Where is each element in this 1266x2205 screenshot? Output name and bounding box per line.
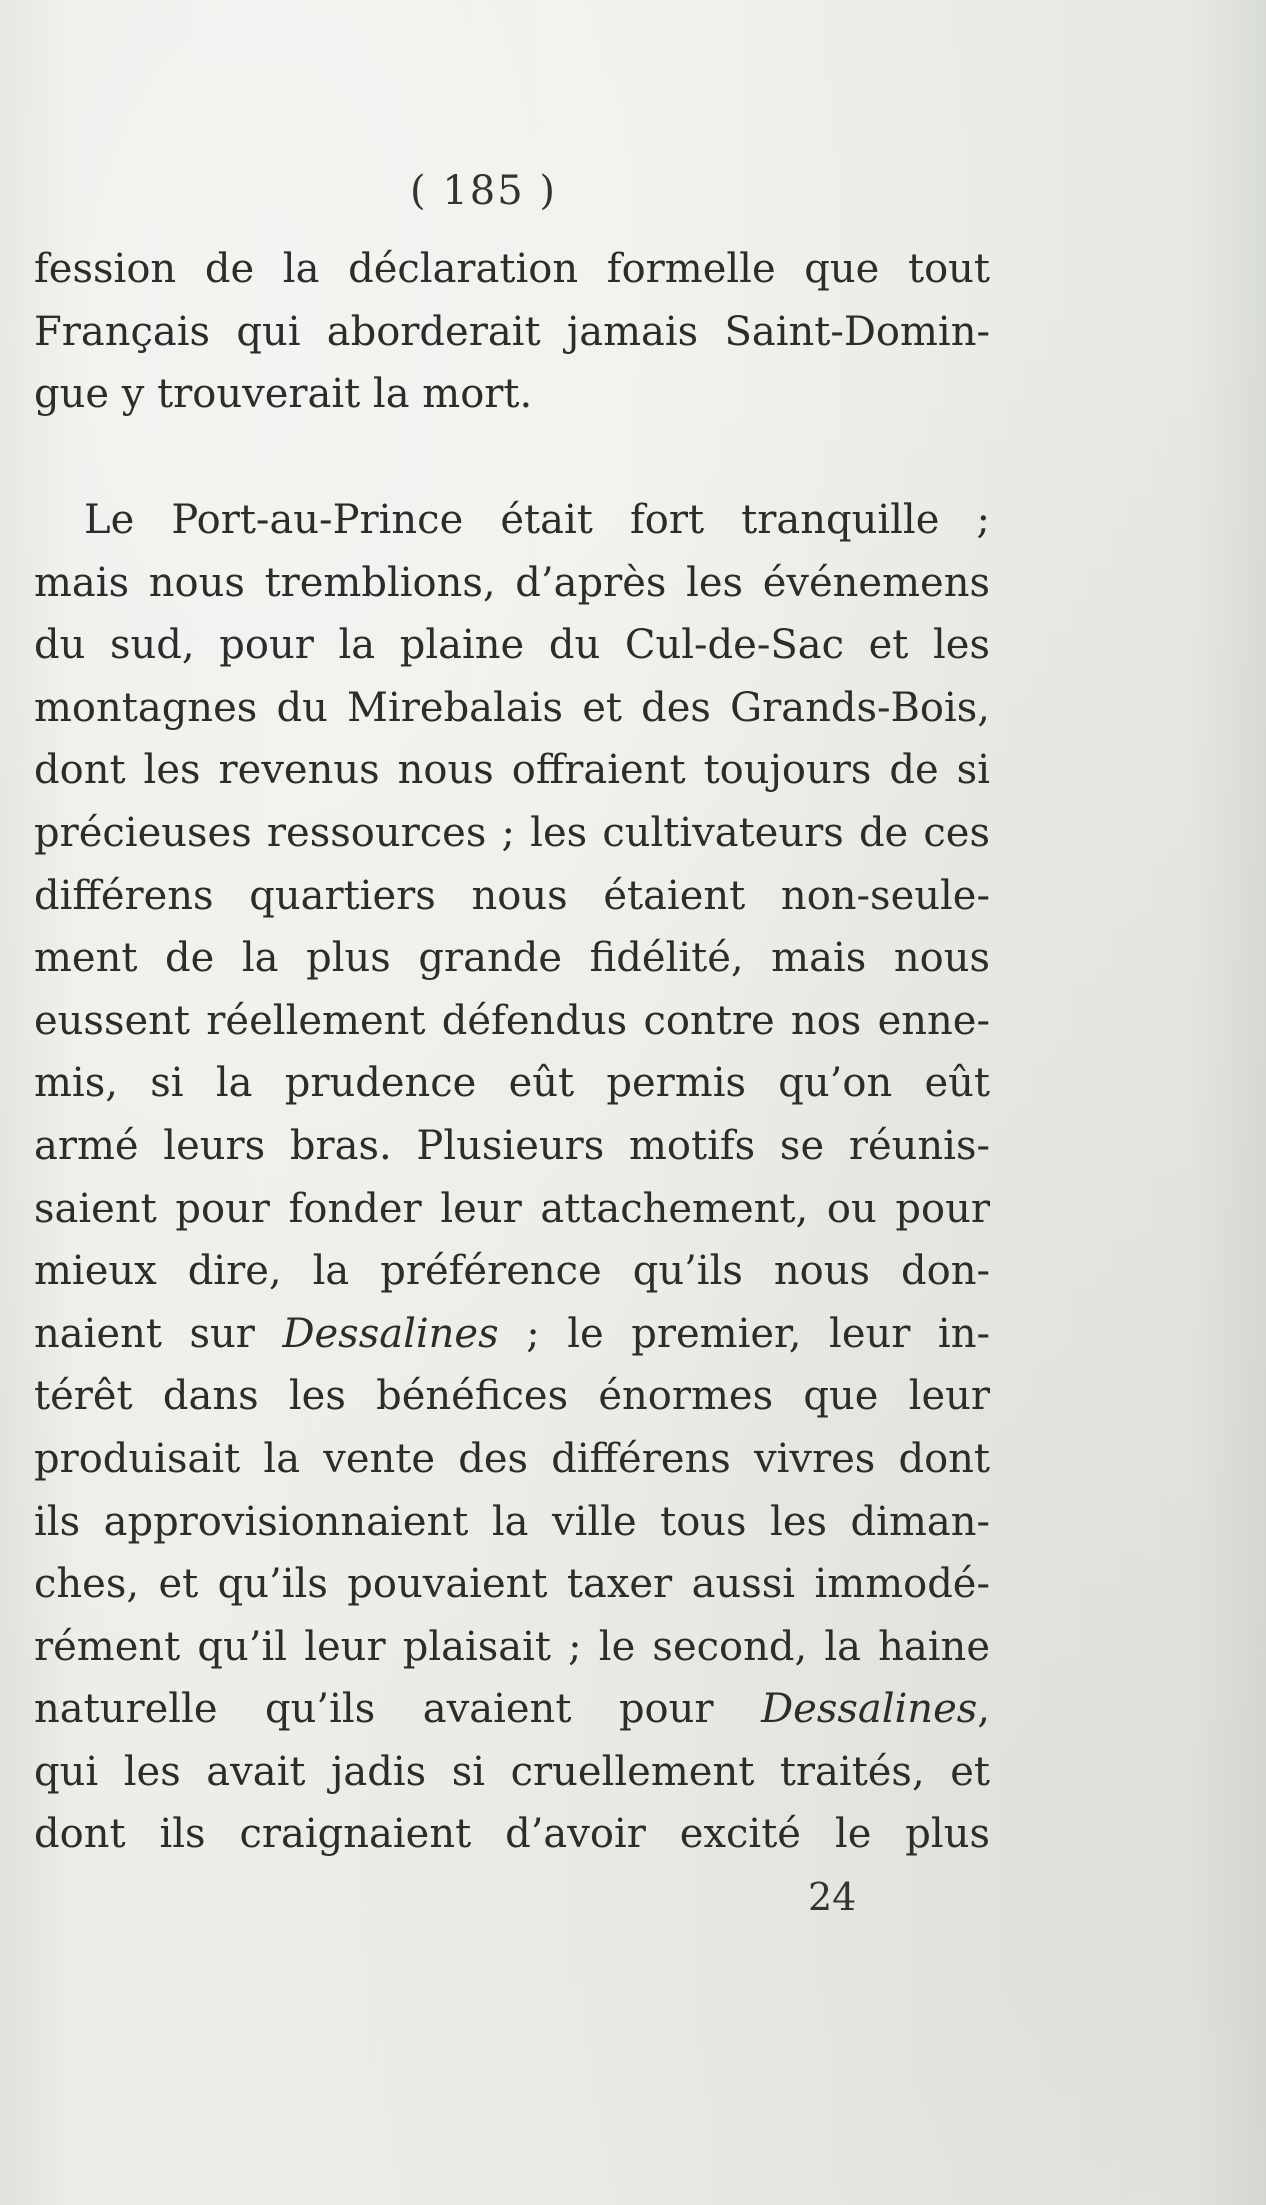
text-line: ment de la plus grande fidélité, mais nous: [34, 935, 990, 982]
text-line: gue y trouverait la mort.: [34, 371, 533, 418]
text-line-with-italic: [34, 1303, 990, 1366]
text-line: différens quartiers nous étaient non-seule-: [34, 872, 990, 919]
text-line: Le Port-au-Prince était fort tranquille ;: [84, 497, 990, 543]
text-line: mis, si la prudence eût permis qu’on eût: [34, 1060, 990, 1107]
text-segment: ,: [977, 1686, 990, 1733]
italic-name: Dessalines: [761, 1686, 978, 1733]
page-number: ( 185 ): [410, 168, 557, 214]
paragraph-continuation: [34, 238, 990, 426]
text-line: Français qui aborderait jamais Saint-Domin-: [34, 308, 990, 355]
text-line: fession de la déclaration formelle que tout: [34, 246, 990, 292]
text-line: térêt dans les bénéfices énormes que leur: [34, 1373, 990, 1420]
text-line: qui les avait jadis si cruellement traités, et: [34, 1748, 990, 1795]
text-line: précieuses ressources ; les cultivateurs de ces: [34, 809, 990, 856]
text-line: mieux dire, la préférence qu’ils nous don-: [34, 1248, 990, 1295]
paragraph-port-au-prince: [34, 489, 990, 1866]
text-line: dont ils craignaient d’avoir excité le plus: [34, 1811, 990, 1858]
italic-name: Dessalines: [282, 1310, 499, 1357]
text-line: mais nous tremblions, d’après les événemens: [34, 559, 990, 606]
text-line: armé leurs bras. Plusieurs motifs se réunis-: [34, 1122, 990, 1169]
text-line: eussent réellement défendus contre nos enne-: [34, 997, 990, 1044]
text-line-with-italic: [34, 1678, 990, 1741]
text-line: produisait la vente des différens vivres dont: [34, 1435, 990, 1482]
text-segment: ; le premier, leur in-: [498, 1310, 991, 1357]
text-line: dont les revenus nous offraient toujours de si: [34, 747, 990, 794]
signature-mark: 24: [808, 1875, 857, 1919]
text-line: saient pour fonder leur attachement, ou pour: [34, 1185, 990, 1232]
text-line: montagnes du Mirebalais et des Grands-Bois,: [34, 684, 990, 731]
text-segment: naient sur: [34, 1310, 283, 1357]
text-segment: naturelle qu’ils avaient pour: [34, 1686, 762, 1733]
text-line: rément qu’il leur plaisait ; le second, la haine: [34, 1623, 990, 1670]
text-line: ches, et qu’ils pouvaient taxer aussi immodé-: [34, 1561, 990, 1608]
text-line: ils approvisionnaient la ville tous les diman-: [34, 1498, 990, 1545]
text-line: du sud, pour la plaine du Cul-de-Sac et les: [34, 622, 990, 669]
